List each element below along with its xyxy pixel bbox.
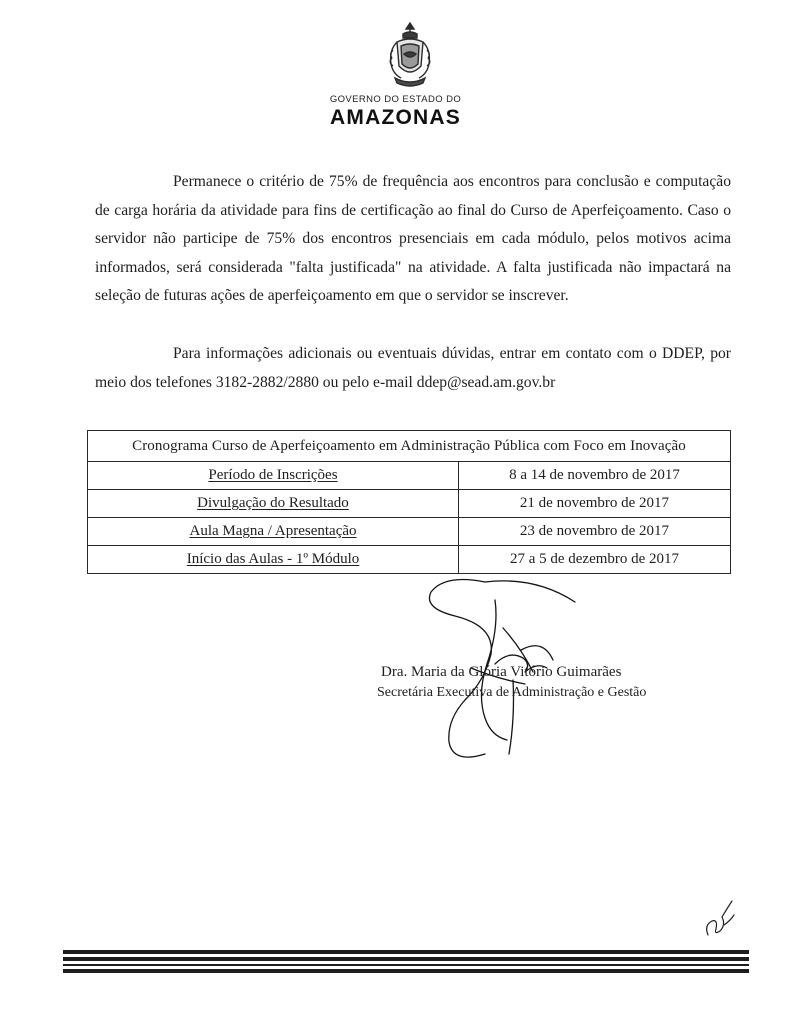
signer-role: Secretária Executiva de Administração e Gestão: [377, 685, 647, 700]
paragraph-contact-info: [95, 340, 731, 397]
schedule-title: Cronograma Curso de Aperfeiçoamento em Administração Pública com Foco em Inovação: [88, 431, 731, 462]
table-row: [88, 518, 731, 546]
schedule-row-label: Divulgação do Resultado: [197, 495, 349, 511]
paragraph-2-text: Para informações adicionais ou eventuais dúvidas, entrar em contato com o DDEP, por meio dos telefones 3182-2882/2880 ou pelo e-mail ddep@sead.am.gov.br: [95, 345, 731, 391]
schedule-row-label: Início das Aulas - 1º Módulo: [186, 551, 360, 567]
schedule-row-date: 27 a 5 de dezembro de 2017: [459, 546, 731, 574]
table-row: [88, 546, 731, 574]
amazonas-coat-of-arms-icon: [383, 20, 437, 90]
schedule-row-label: Período de Inscrições: [208, 467, 338, 483]
schedule-row-date: 23 de novembro de 2017: [459, 518, 731, 546]
schedule-row-date: 21 de novembro de 2017: [459, 490, 731, 518]
paragraph-1-text: Permanece o critério de 75% de frequência aos encontros para conclusão e computação de carga horária da atividade para fins de certificação ao final do Curso de Aperfeiçoamento. Caso o servidor não participe de 75% dos encontros presenciais em cada módulo, pelos motivos acima informados, será considerada "falta justificada" na atividade. A falta justificada não impactará na seleção de futuras ações de aperfeiçoamento em que o servidor se inscrever.: [95, 173, 731, 304]
table-row: [88, 490, 731, 518]
schedule-row-label: Aula Magna / Apresentação: [189, 523, 357, 539]
schedule-table: [87, 430, 731, 574]
signer-name: Dra. Maria da Glória Vitório Guimarães: [381, 664, 622, 680]
schedule-header-row: [88, 431, 731, 462]
footer-rule: [63, 950, 749, 976]
government-line: GOVERNO DO ESTADO DO: [329, 94, 462, 105]
paragraph-attendance-criteria: [95, 168, 731, 311]
schedule-row-date: 8 a 14 de novembro de 2017: [459, 462, 731, 490]
state-name: AMAZONAS: [330, 106, 461, 129]
handwritten-initials: [700, 895, 740, 943]
table-row: [88, 462, 731, 490]
